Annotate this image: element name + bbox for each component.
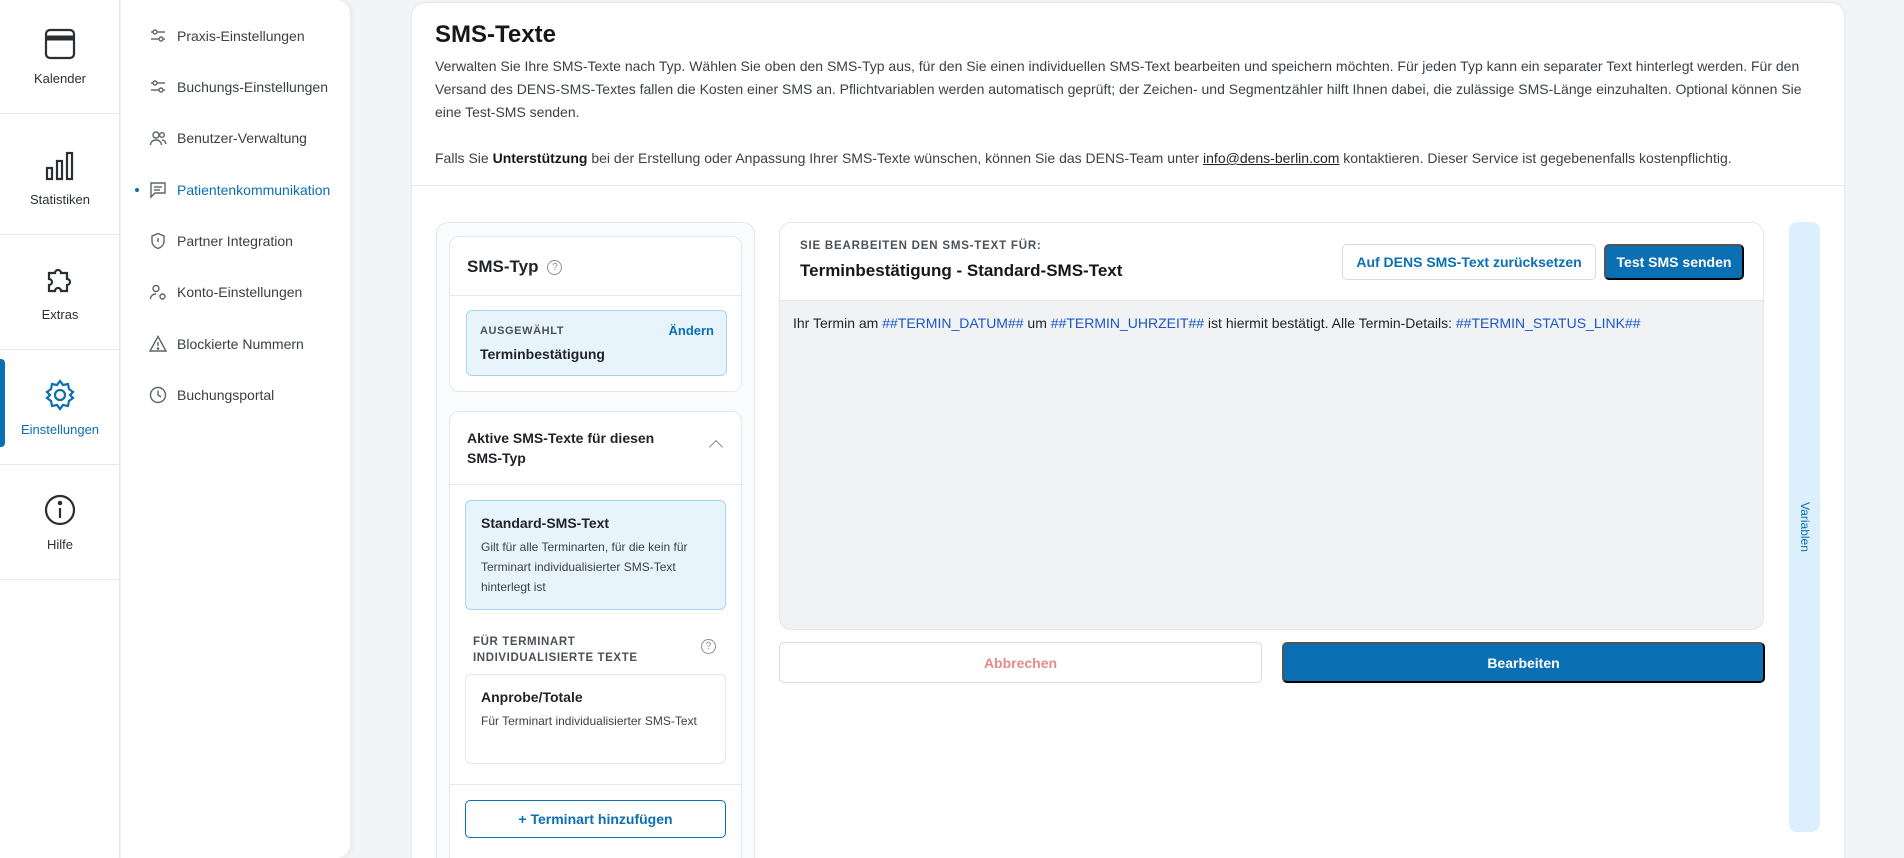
submenu-label: Buchungsportal — [177, 387, 275, 403]
submenu-patientenkommunikation[interactable] — [149, 177, 330, 203]
sms-type-heading — [467, 257, 562, 277]
change-sms-type-link[interactable]: Ändern — [668, 323, 714, 338]
editor-title: Terminbestätigung - Standard-SMS-Text — [800, 261, 1123, 280]
sliders-icon — [149, 78, 167, 96]
sms-text-content[interactable] — [793, 315, 1641, 331]
submenu-label: Benutzer-Verwaltung — [177, 130, 307, 146]
puzzle-icon — [43, 263, 77, 297]
support-text: kontaktieren. Dieser Service ist gegebenenfalls kostenpflichtig. — [1339, 150, 1732, 166]
divider — [450, 295, 741, 296]
users-icon — [149, 129, 167, 147]
selected-value: Terminbestätigung — [480, 346, 605, 362]
nav-einstellungen-label: Einstellungen — [20, 422, 100, 437]
submenu-label: Buchungs-Einstellungen — [177, 79, 328, 95]
gear-icon — [43, 378, 77, 412]
nav-statistiken-label: Statistiken — [30, 192, 90, 207]
selected-sms-type — [466, 310, 727, 376]
card-subtitle: Für Terminart individualisierter SMS-Text — [481, 714, 697, 728]
page-title: SMS-Texte — [435, 21, 556, 48]
card-title: Standard-SMS-Text — [481, 515, 610, 531]
editor-header — [780, 223, 1763, 301]
main-content — [411, 2, 1845, 858]
nav-extras[interactable] — [0, 236, 120, 350]
warning-icon — [149, 335, 167, 353]
submenu-praxis-einstellungen[interactable] — [149, 23, 305, 49]
submenu-partner-integration[interactable] — [149, 228, 293, 254]
individual-texts-label: FÜR TERMINART INDIVIDUALISIERTE TEXTE — [473, 636, 638, 664]
reset-to-dens-text-button[interactable]: Auf DENS SMS-Text zurücksetzen — [1342, 244, 1596, 280]
variable-token: ##TERMIN_STATUS_LINK## — [1455, 315, 1641, 331]
card-subtitle: Gilt für alle Terminarten, für die kein für Terminart individualisierter SMS-Text hinterlegt ist — [481, 540, 688, 594]
standard-sms-text-card[interactable] — [465, 500, 726, 610]
variable-token: ##TERMIN_UHRZEIT## — [1050, 315, 1205, 331]
divider — [450, 784, 741, 785]
nav-hilfe-label: Hilfe — [46, 537, 73, 552]
selected-label: AUSGEWÄHLT — [480, 325, 565, 337]
submenu-blockierte-nummern[interactable] — [149, 331, 304, 357]
cancel-button[interactable]: Abbrechen — [779, 642, 1262, 683]
add-terminart-button[interactable]: + Terminart hinzufügen — [465, 800, 726, 838]
sms-type-box — [449, 236, 742, 392]
chevron-up-icon[interactable] — [709, 440, 723, 454]
terminart-card-anprobe[interactable] — [465, 674, 726, 764]
help-icon[interactable]: ? — [701, 639, 716, 654]
submenu-buchungsportal[interactable] — [149, 382, 274, 408]
card-title: Anprobe/Totale — [481, 689, 583, 705]
page-description: Verwalten Sie Ihre SMS-Texte nach Typ. Wählen Sie oben den SMS-Typ aus, für den Sie einen individuellen SMS-Text bearbeiten und speichern möchten. Für jeden Typ kann ein separater Text hinterlegt werden. Für den Versand des DENS-SMS-Textes fallen die Kosten einer SMS an. Pflichtvariablen werden automatisch geprüft; der Zeichen- und Segmentzähler hilft Ihnen dabei, die zulässige SMS-Länge einzuhalten. Optional können Sie eine Test-SMS senden. — [435, 58, 1802, 120]
text-segment: Ihr Termin am — [793, 315, 883, 331]
clock-icon — [149, 386, 167, 404]
text-segment: ist hiermit bestätigt. Alle Termin-Details: — [1204, 315, 1456, 331]
nav-kalender[interactable] — [0, 0, 120, 114]
submenu-label: Partner Integration — [177, 233, 293, 249]
active-texts-box — [449, 411, 742, 858]
active-texts-heading: Aktive SMS-Texte für diesen SMS-Typ — [467, 430, 655, 466]
support-note — [435, 147, 1825, 170]
support-email-link[interactable]: info@dens-berlin.com — [1203, 150, 1340, 166]
calendar-icon — [43, 27, 77, 61]
submenu-benutzer-verwaltung[interactable] — [149, 125, 307, 151]
sliders-icon — [149, 27, 167, 45]
bar-chart-icon — [43, 148, 77, 182]
variables-tab-label: Variablen — [1797, 502, 1812, 552]
submenu-label: Patientenkommunikation — [177, 182, 331, 198]
variable-token: ##TERMIN_DATUM## — [882, 315, 1024, 331]
send-test-sms-button[interactable]: Test SMS senden — [1604, 244, 1744, 280]
help-icon[interactable]: ? — [547, 260, 562, 275]
divider — [450, 484, 741, 485]
text-segment: um — [1023, 315, 1051, 331]
nav-statistiken[interactable] — [0, 121, 120, 235]
sms-editor — [779, 222, 1764, 630]
message-icon — [149, 181, 167, 199]
submenu-label: Praxis-Einstellungen — [177, 28, 305, 44]
support-bold: Unterstützung — [492, 150, 588, 166]
nav-extras-label: Extras — [41, 307, 79, 322]
divider — [412, 185, 1844, 186]
submenu-label: Konto-Einstellungen — [177, 284, 303, 300]
nav-hilfe[interactable] — [0, 466, 120, 580]
main-nav-rail — [0, 0, 120, 858]
editor-overline: SIE BEARBEITEN DEN SMS-TEXT FÜR: — [800, 240, 1042, 252]
sms-type-heading-text: SMS-Typ — [467, 257, 539, 276]
shield-icon — [149, 232, 167, 250]
submenu-label: Blockierte Nummern — [177, 336, 304, 352]
nav-kalender-label: Kalender — [33, 71, 87, 86]
sms-type-panel — [436, 222, 755, 858]
edit-button[interactable]: Bearbeiten — [1282, 642, 1765, 683]
submenu-konto-einstellungen[interactable] — [149, 279, 302, 305]
nav-einstellungen[interactable] — [0, 351, 120, 465]
settings-submenu — [121, 0, 350, 858]
variables-tab[interactable] — [1789, 222, 1820, 832]
submenu-buchungs-einstellungen[interactable] — [149, 74, 328, 100]
support-text: bei der Erstellung oder Anpassung Ihrer SMS-Texte wünschen, können Sie das DENS-Team unter — [587, 150, 1204, 166]
support-text: Falls Sie — [435, 150, 493, 166]
user-gear-icon — [149, 283, 167, 301]
info-icon — [43, 493, 77, 527]
